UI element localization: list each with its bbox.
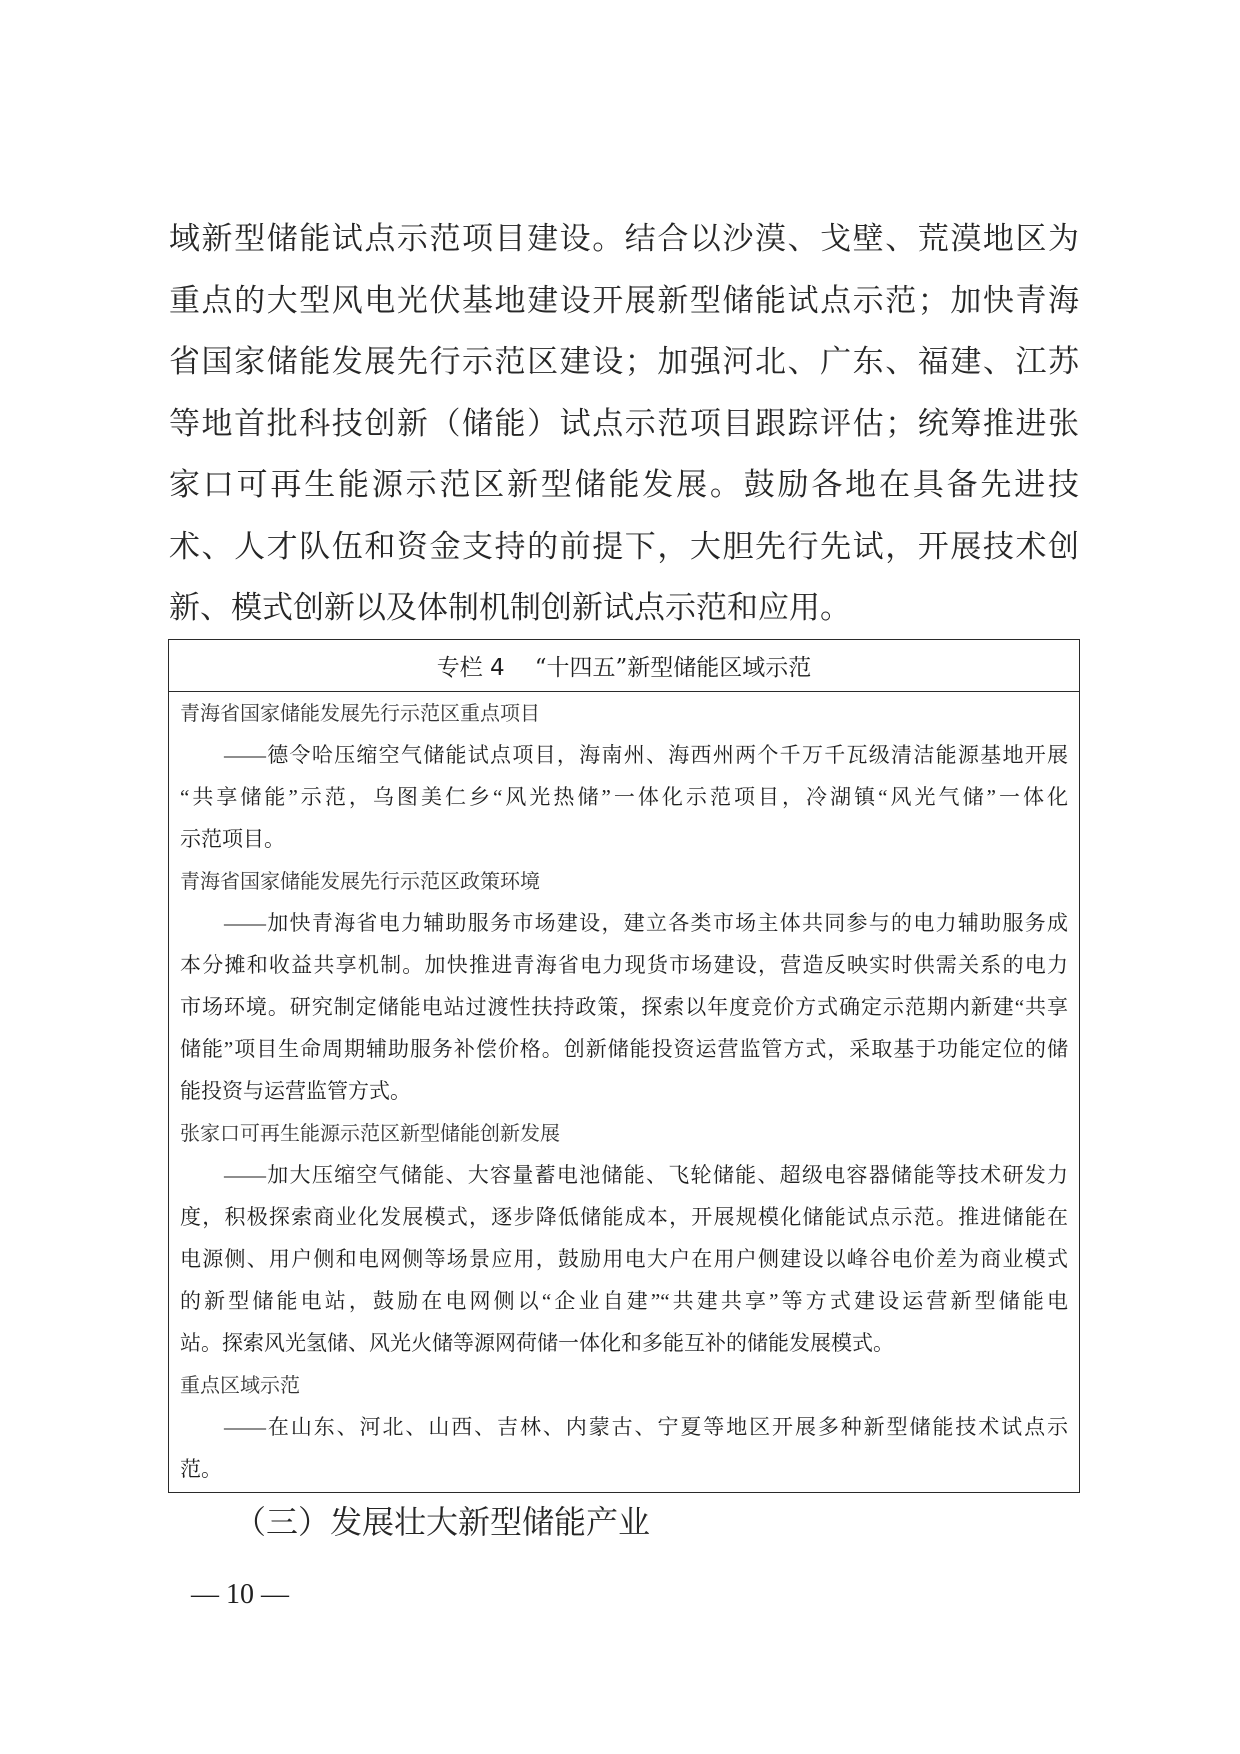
paragraph-line: 等地首批科技创新（储能）试点示范项目跟踪评估；统筹推进张 [169,405,1079,442]
section-heading: 重点区域示范 [180,1373,300,1397]
section-line: 的新型储能电站，鼓励在电网侧以“企业自建”“共建共享”等方式建设运营新型储能电 [180,1289,1068,1313]
section-heading: 青海省国家储能发展先行示范区重点项目 [180,701,540,725]
paragraph-line: 省国家储能发展先行示范区建设；加强河北、广东、福建、江苏 [169,344,1079,380]
section-line: “共享储能”示范，乌图美仁乡“风光热储”一体化示范项目，冷湖镇“风光气储”一体化 [180,785,1068,809]
section-line: ——德令哈压缩空气储能试点项目，海南州、海西州两个千万千瓦级清洁能源基地开展 [224,743,1068,767]
section-line: ——在山东、河北、山西、吉林、内蒙古、宁夏等地区开展多种新型储能技术试点示 [224,1415,1068,1439]
section-line: 范。 [180,1457,222,1481]
body-paragraph [169,209,1079,640]
paragraph-line: 重点的大型风电光伏基地建设开展新型储能试点示范；加快青海 [169,282,1079,319]
section-line: ——加大压缩空气储能、大容量蓄电池储能、飞轮储能、超级电容器储能等技术研发力 [224,1163,1068,1187]
section-heading: 张家口可再生能源示范区新型储能创新发展 [180,1121,560,1145]
paragraph-line: 家口可再生能源示范区新型储能发展。鼓励各地在具备先进技 [169,467,1079,503]
column-box-body [169,692,1079,1490]
page-number: — 10 — [191,1579,289,1610]
section-line: 度，积极探索商业化发展模式，逐步降低储能成本，开展规模化储能试点示范。推进储能在 [180,1205,1068,1229]
paragraph-line: 域新型储能试点示范项目建设。结合以沙漠、戈壁、荒漠地区为 [169,221,1079,257]
section-line: 市场环境。研究制定储能电站过渡性扶持政策，探索以年度竞价方式确定示范期内新建“共享 [180,995,1068,1019]
section-line: 站。探索风光氢储、风光火储等源网荷储一体化和多能互补的储能发展模式。 [180,1331,894,1355]
section-line: 本分摊和收益共享机制。加快推进青海省电力现货市场建设，营造反映实时供需关系的电力 [180,953,1068,977]
section-line: 储能”项目生命周期辅助服务补偿价格。创新储能投资运营监管方式，采取基于功能定位的储 [180,1037,1068,1061]
paragraph-line: 新、模式创新以及体制机制创新试点示范和应用。 [169,590,851,626]
section-line: ——加快青海省电力辅助服务市场建设，建立各类市场主体共同参与的电力辅助服务成 [224,911,1068,935]
section-subheading: （三）发展壮大新型储能产业 [234,1503,651,1541]
section-line: 能投资与运营监管方式。 [180,1079,411,1103]
column-box [168,639,1080,1493]
section-line: 电源侧、用户侧和电网侧等场景应用，鼓励用电大户在用户侧建设以峰谷电价差为商业模式 [180,1247,1068,1271]
section-line: 示范项目。 [180,827,285,851]
paragraph-line: 术、人才队伍和资金支持的前提下，大胆先行先试，开展技术创 [169,528,1079,565]
column-box-title: “十四五”新型储能区域示范 [534,655,812,681]
column-box-label: 专栏 4 [436,655,505,681]
column-box-header [169,640,1079,692]
section-heading: 青海省国家储能发展先行示范区政策环境 [180,869,540,893]
